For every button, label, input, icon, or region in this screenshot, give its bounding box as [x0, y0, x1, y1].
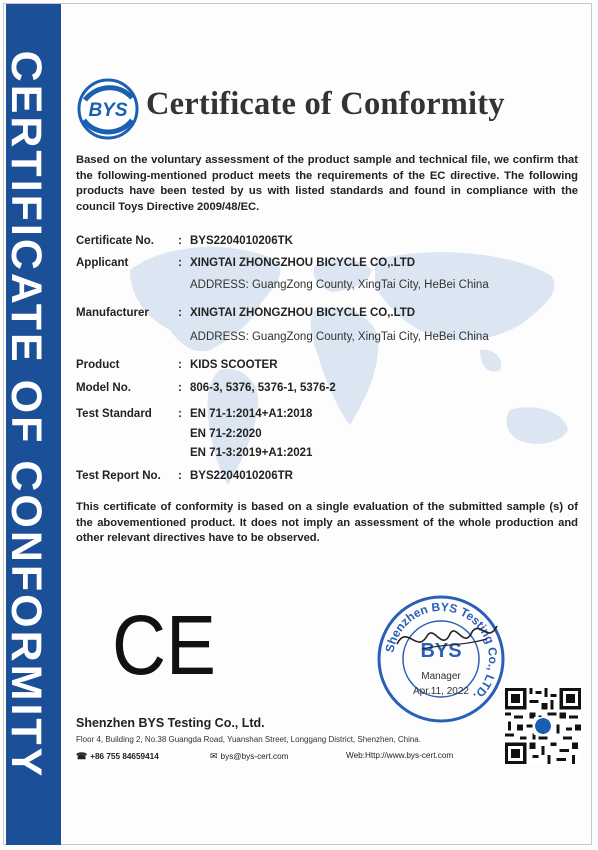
signature-icon [392, 614, 502, 664]
manufacturer-label: Manufacturer [76, 307, 149, 319]
stamp-role-text: Manager [421, 671, 461, 682]
bys-logo-icon [77, 78, 139, 140]
colon: : [178, 235, 182, 247]
stamp-center-text: BYS [420, 640, 462, 662]
test-standard-label: Test Standard [76, 408, 152, 420]
phone-icon: ☎ [76, 751, 88, 761]
colon: : [178, 307, 182, 319]
intro-paragraph: Based on the voluntary assessment of the product sample and technical file, we confirm that the following-mentioned product meets the requirements of the EC directive. The following products have been tested by us with listed standards and found in compliance with the council Toys Directive 2009/48/EC. [76, 154, 578, 213]
footer-company-name: Shenzhen BYS Testing Co., Ltd. [76, 716, 265, 730]
certificate-no-value: BYS2204010206TK [190, 235, 293, 247]
logo-text: BYS [88, 100, 128, 121]
footer-phone-number: +86 755 84659414 [90, 752, 159, 761]
colon: : [178, 359, 182, 371]
sidebar-banner [2, 4, 61, 845]
sidebar-vertical-title: CERTIFICATE OF CONFORMITY [2, 50, 50, 780]
world-map-watermark [110, 230, 590, 520]
manufacturer-value: XINGTAI ZHONGZHOU BICYCLE CO,.LTD [190, 307, 416, 319]
mail-icon: ✉ [210, 751, 218, 761]
ce-mark-icon [112, 608, 220, 678]
test-standard-value: EN 71-2:2020 [190, 428, 262, 440]
model-no-label: Model No. [76, 382, 131, 394]
ce-mark-text: CE [112, 608, 216, 678]
footer-website[interactable]: Web:Http://www.bys-cert.com [346, 751, 454, 760]
colon: : [178, 382, 182, 394]
footer-phone [76, 751, 159, 762]
stamp-ring-text: Shenzhen BYS Testing Co., LTD. [382, 599, 501, 704]
test-report-no-value: BYS2204010206TR [190, 470, 293, 482]
colon: : [178, 470, 182, 482]
footer-address: Floor 4, Building 2, No.38 Guangda Road, Yuanshan Street, Longgang District, Shenzhen, China. [76, 735, 421, 744]
manufacturer-address: ADDRESS: GuangZong County, XingTai City, HeBei China [190, 331, 489, 343]
colon: : [178, 257, 182, 269]
stamp-date-text: Apr.11, 2022 [413, 686, 469, 697]
certificate-title: Certificate of Conformity [146, 86, 505, 122]
colon: : [178, 408, 182, 420]
footer-email[interactable] [210, 751, 288, 762]
test-report-no-label: Test Report No. [76, 470, 161, 482]
certificate-no-label: Certificate No. [76, 235, 154, 247]
test-standard-value: EN 71-1:2014+A1:2018 [190, 408, 313, 420]
qr-code-icon [505, 688, 581, 764]
applicant-label: Applicant [76, 257, 129, 269]
model-no-value: 806-3, 5376, 5376-1, 5376-2 [190, 382, 336, 394]
applicant-address: ADDRESS: GuangZong County, XingTai City, HeBei China [190, 279, 489, 291]
test-standard-value: EN 71-3:2019+A1:2021 [190, 447, 313, 459]
product-value: KIDS SCOOTER [190, 359, 278, 371]
closing-paragraph: This certificate of conformity is based on a single evaluation of the submitted sample (s) of the abovementioned product. It does not imply an assessment of the whole production and other relevant directives have to be observed. [76, 501, 578, 545]
product-label: Product [76, 359, 120, 371]
applicant-value: XINGTAI ZHONGZHOU BICYCLE CO,.LTD [190, 257, 416, 269]
footer-email-address[interactable]: bys@bys-cert.com [220, 752, 289, 761]
